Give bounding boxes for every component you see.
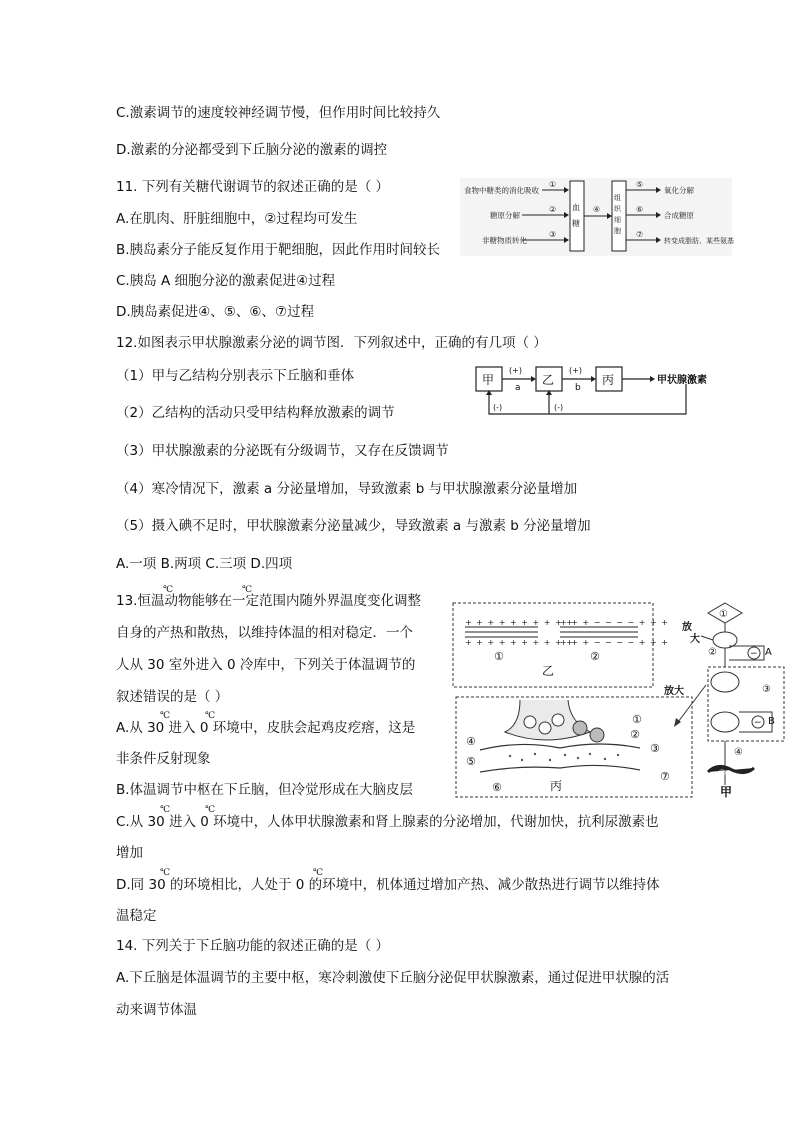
minus-sign: (-) — [493, 403, 503, 412]
degree-sign: ℃ — [160, 805, 171, 815]
svg-text:−: − — [754, 718, 762, 728]
num-5: ⑤ — [466, 755, 476, 768]
text-line: 叙述错误的是（ ） — [116, 689, 229, 705]
option-c: C.从 30 进入 0 环境中，人体甲状腺激素和肾上腺素的分泌增加，代谢加快，抗利尿激素也 — [116, 814, 659, 830]
text-line: 动来调节体温 — [116, 1002, 197, 1018]
blood-sugar-box — [570, 181, 584, 251]
blood-char: 血 — [572, 203, 580, 212]
num-5: ⑤ — [636, 180, 644, 189]
num-2: ② — [549, 205, 557, 214]
text-line: 非条件反射现象 — [116, 751, 211, 767]
svg-text:⑤: ⑤ — [718, 769, 727, 779]
num-4: ④ — [466, 735, 476, 748]
text-line: D.激素的分泌都受到下丘脑分泌的激素的调控 — [116, 142, 388, 158]
tissue-char-2: 织 — [614, 205, 621, 213]
num-1: ① — [494, 650, 504, 663]
option-d: D.同 30 的环境相比，人处于 0 的环境中，机体通过增加产热、减少散热进行调节以维持体 — [116, 877, 660, 893]
num-4: ④ — [593, 205, 601, 214]
num-6: ⑥ — [492, 781, 502, 794]
box-bing-label: 丙 — [602, 373, 615, 387]
num-1: ① — [632, 713, 642, 726]
question-12: 12.如图表示甲状腺激素分泌的调节图．下列叙述中，正确的有几项（ ） — [116, 335, 547, 351]
sugar-char: 糖 — [572, 219, 580, 228]
question-14: 14. 下列关于下丘脑功能的叙述正确的是（ ） — [116, 938, 390, 954]
statement-3: （3）甲状腺激素的分泌既有分级调节，又存在反馈调节 — [116, 443, 449, 459]
option-b: B.胰岛素分子能反复作用于靶细胞，因此作用时间较长 — [116, 242, 441, 258]
label-b: B — [768, 716, 775, 727]
box-yi-label: 乙 — [542, 373, 555, 387]
degree-sign: ℃ — [160, 868, 171, 878]
num-6: ⑥ — [636, 205, 644, 214]
fangda-label: 放大 — [664, 686, 684, 697]
tissue-char-1: 组 — [614, 194, 621, 202]
question-11: 11. 下列有关糖代谢调节的叙述正确的是（ ） — [116, 179, 390, 195]
minus-sign: (-) — [554, 403, 564, 412]
option-d: D.胰岛素促进④、⑤、⑥、⑦过程 — [116, 304, 315, 320]
source-digestion-label: 食物中糖类的消化吸收 — [464, 186, 539, 195]
conversion-label: 转变成脂肪、某些氨基 — [664, 237, 734, 245]
degree-sign: ℃ — [205, 805, 216, 815]
statement-2: （2）乙结构的活动只受甲结构释放激素的调节 — [116, 405, 395, 421]
num-2: ② — [708, 647, 717, 658]
num-3: ③ — [650, 742, 660, 755]
plus-sign: (+) — [569, 366, 582, 375]
plus-sign: (+) — [509, 366, 522, 375]
num-7: ⑦ — [660, 770, 670, 783]
oxidation-label: 氧化分解 — [664, 186, 694, 195]
source-glycogen-label: 糖原分解 — [490, 211, 520, 220]
degree-sign: ℃ — [163, 585, 174, 595]
svg-text:+ + + + + + + + + +: + + + + + + + + + + — [465, 638, 574, 647]
text-line: 人从 30 室外进入 0 冷库中，下列关于体温调节的 — [116, 657, 416, 673]
num-4: ④ — [734, 747, 743, 758]
fangda-label: 大 — [690, 634, 700, 645]
degree-sign: ℃ — [160, 711, 171, 721]
svg-text:+ + + − − − − + + +: + + + − − − − + + + — [560, 638, 669, 647]
num-1: ① — [549, 180, 557, 189]
fangda-label: 放 — [682, 622, 692, 633]
svg-text:−: − — [750, 649, 758, 659]
option-a: A.在肌肉、肝脏细胞中，②过程均可发生 — [116, 211, 358, 227]
panel-bing-label: 丙 — [550, 779, 563, 793]
tissue-char-3: 细 — [614, 216, 621, 224]
box-jia-label: 甲 — [482, 373, 495, 387]
degree-sign: ℃ — [242, 585, 253, 595]
option-a: A.从 30 进入 0 环境中，皮肤会起鸡皮疙瘩，这是 — [116, 720, 416, 736]
num-3: ③ — [762, 684, 771, 695]
thyroid-hormone-label: 甲状腺激素 — [657, 375, 707, 386]
num-7: ⑦ — [636, 230, 644, 239]
panel-yi-label: 乙 — [542, 664, 555, 678]
option-b: B.体温调节中枢在下丘脑，但冷觉形成在大脑皮层 — [116, 782, 414, 798]
panel-jia-label: 甲 — [720, 785, 733, 799]
source-nonsugar-label: 非糖物质转化 — [482, 236, 527, 245]
text-line: 温稳定 — [116, 908, 157, 924]
hormone-a: a — [515, 383, 521, 393]
num-1: ① — [719, 609, 728, 620]
num-3: ③ — [549, 230, 557, 239]
svg-text:+ + + − − − − + + +: + + + − − − − + + + — [560, 618, 669, 627]
option-c: C.胰岛 A 细胞分泌的激素促进④过程 — [116, 273, 336, 289]
statement-5: （5）摄入碘不足时，甲状腺激素分泌量减少，导致激素 a 与激素 b 分泌量增加 — [116, 518, 591, 534]
num-2: ② — [630, 728, 640, 741]
text-line: 自身的产热和散热，以维持体温的相对稳定．一个 — [116, 625, 413, 641]
options-12: A.一项 B.两项 C.三项 D.四项 — [116, 556, 293, 572]
statement-4: （4）寒冷情况下，激素 a 分泌量增加，导致激素 b 与甲状腺激素分泌量增加 — [116, 481, 578, 497]
num-2: ② — [590, 650, 600, 663]
tissue-char-4: 胞 — [614, 227, 621, 235]
statement-1: （1）甲与乙结构分别表示下丘脑和垂体 — [116, 368, 355, 384]
option-a: A.下丘脑是体温调节的主要中枢，寒冷刺激使下丘脑分泌促甲状腺激素，通过促进甲状腺的活 — [116, 970, 670, 986]
label-a: A — [765, 647, 772, 658]
degree-sign: ℃ — [313, 868, 324, 878]
neural-transmission-diagram — [450, 600, 786, 800]
glucose-metabolism-diagram — [460, 178, 732, 256]
glycogen-synthesis-label: 合成糖原 — [664, 211, 694, 220]
hormone-b: b — [575, 383, 581, 393]
degree-sign: ℃ — [205, 711, 216, 721]
thyroid-regulation-diagram — [474, 362, 707, 420]
svg-text:+ + + + + + + + + +: + + + + + + + + + + — [465, 618, 574, 627]
question-13: 13.恒温动物能够在一定范围内随外界温度变化调整 — [116, 593, 421, 609]
text-line: 增加 — [116, 845, 143, 861]
text-line: C.激素调节的速度较神经调节慢，但作用时间比较持久 — [116, 105, 441, 121]
